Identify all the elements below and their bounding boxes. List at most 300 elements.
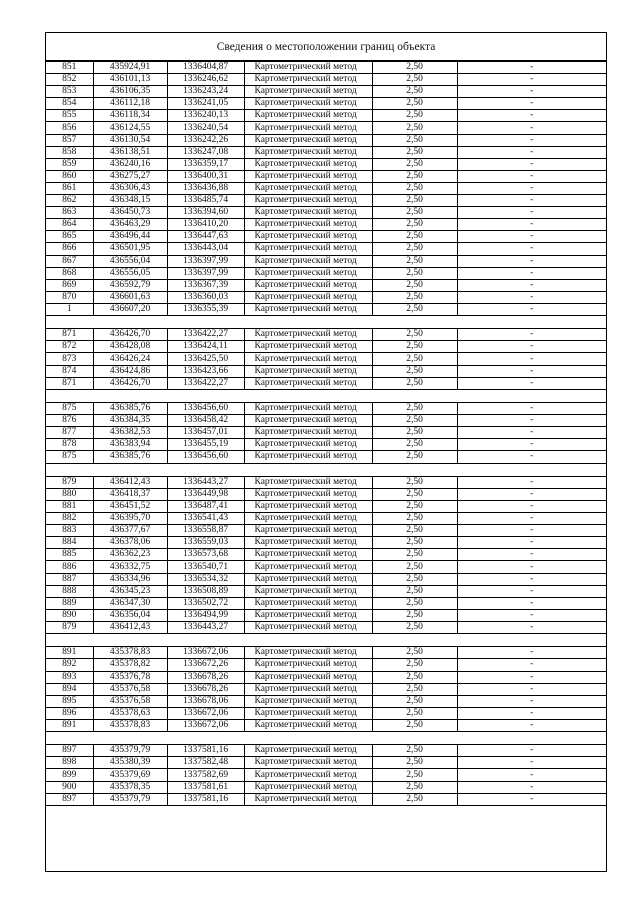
description-cell: - <box>457 110 606 122</box>
coord-y-cell: 1336502,72 <box>167 597 244 609</box>
coord-x-cell: 436385,76 <box>93 403 167 415</box>
accuracy-cell: 2,50 <box>372 585 457 597</box>
coord-x-cell: 436240,16 <box>93 158 167 170</box>
point-number-cell: 888 <box>46 585 93 597</box>
description-cell: - <box>457 158 606 170</box>
table-row <box>46 621 606 633</box>
method-cell: Картометрический метод <box>244 122 372 134</box>
point-number-cell: 894 <box>46 683 93 695</box>
table-row <box>46 243 606 255</box>
point-number-cell: 863 <box>46 207 93 219</box>
method-cell: Картометрический метод <box>244 573 372 585</box>
group-separator <box>46 389 606 402</box>
table-row <box>46 182 606 194</box>
accuracy-cell: 2,50 <box>372 231 457 243</box>
coord-y-cell: 1336672,06 <box>167 647 244 659</box>
description-cell: - <box>457 525 606 537</box>
accuracy-cell: 2,50 <box>372 476 457 488</box>
table-row <box>46 671 606 683</box>
accuracy-cell: 2,50 <box>372 182 457 194</box>
method-cell: Картометрический метод <box>244 707 372 719</box>
point-number-cell: 875 <box>46 451 93 463</box>
coord-x-cell: 436382,53 <box>93 427 167 439</box>
description-cell: - <box>457 513 606 525</box>
coord-x-cell: 436347,30 <box>93 597 167 609</box>
table-row <box>46 488 606 500</box>
table-row <box>46 170 606 182</box>
table-row <box>46 62 606 74</box>
coord-x-cell: 436601,63 <box>93 291 167 303</box>
table-row <box>46 793 606 805</box>
coord-y-cell: 1336458,42 <box>167 415 244 427</box>
method-cell: Картометрический метод <box>244 134 372 146</box>
point-number-cell: 878 <box>46 439 93 451</box>
point-number-cell: 862 <box>46 195 93 207</box>
accuracy-cell: 2,50 <box>372 403 457 415</box>
coord-y-cell: 1336558,87 <box>167 525 244 537</box>
accuracy-cell: 2,50 <box>372 695 457 707</box>
point-number-cell: 891 <box>46 647 93 659</box>
coord-x-cell: 436118,34 <box>93 110 167 122</box>
coord-x-cell: 436426,70 <box>93 377 167 389</box>
method-cell: Картометрический метод <box>244 427 372 439</box>
method-cell: Картометрический метод <box>244 403 372 415</box>
table-row <box>46 122 606 134</box>
coord-y-cell: 1337581,61 <box>167 781 244 793</box>
accuracy-cell: 2,50 <box>372 683 457 695</box>
accuracy-cell: 2,50 <box>372 74 457 86</box>
coord-x-cell: 436556,04 <box>93 255 167 267</box>
accuracy-cell: 2,50 <box>372 609 457 621</box>
description-cell: - <box>457 62 606 74</box>
coord-x-cell: 435378,63 <box>93 707 167 719</box>
method-cell: Картометрический метод <box>244 597 372 609</box>
coord-x-cell: 436112,18 <box>93 98 167 110</box>
accuracy-cell: 2,50 <box>372 146 457 158</box>
accuracy-cell: 2,50 <box>372 769 457 781</box>
accuracy-cell: 2,50 <box>372 525 457 537</box>
point-number-cell: 892 <box>46 659 93 671</box>
coord-x-cell: 436378,06 <box>93 537 167 549</box>
coord-y-cell: 1336678,26 <box>167 683 244 695</box>
method-cell: Картометрический метод <box>244 647 372 659</box>
description-cell: - <box>457 170 606 182</box>
accuracy-cell: 2,50 <box>372 291 457 303</box>
description-cell: - <box>457 597 606 609</box>
coord-x-cell: 435378,83 <box>93 719 167 731</box>
table-row <box>46 585 606 597</box>
coord-x-cell: 436426,70 <box>93 329 167 341</box>
table-row <box>46 549 606 561</box>
group-separator <box>46 634 606 647</box>
method-cell: Картометрический метод <box>244 303 372 315</box>
group-separator <box>46 463 606 476</box>
coord-y-cell: 1336672,06 <box>167 719 244 731</box>
accuracy-cell: 2,50 <box>372 621 457 633</box>
table-row <box>46 561 606 573</box>
accuracy-cell: 2,50 <box>372 647 457 659</box>
accuracy-cell: 2,50 <box>372 415 457 427</box>
coord-x-cell: 436377,67 <box>93 525 167 537</box>
description-cell: - <box>457 98 606 110</box>
accuracy-cell: 2,50 <box>372 279 457 291</box>
accuracy-cell: 2,50 <box>372 134 457 146</box>
point-number-cell: 897 <box>46 745 93 757</box>
point-number-cell: 879 <box>46 476 93 488</box>
table-row <box>46 537 606 549</box>
coord-y-cell: 1336240,54 <box>167 122 244 134</box>
accuracy-cell: 2,50 <box>372 793 457 805</box>
coord-x-cell: 436101,13 <box>93 74 167 86</box>
coord-x-cell: 435924,91 <box>93 62 167 74</box>
description-cell: - <box>457 303 606 315</box>
coord-y-cell: 1336424,11 <box>167 341 244 353</box>
accuracy-cell: 2,50 <box>372 110 457 122</box>
description-cell: - <box>457 451 606 463</box>
point-number-cell: 855 <box>46 110 93 122</box>
method-cell: Картометрический метод <box>244 86 372 98</box>
coord-x-cell: 436424,86 <box>93 365 167 377</box>
point-number-cell: 857 <box>46 134 93 146</box>
coord-x-cell: 436412,43 <box>93 476 167 488</box>
point-number-cell: 866 <box>46 243 93 255</box>
boundary-points-table <box>46 61 606 806</box>
coord-x-cell: 435376,78 <box>93 671 167 683</box>
method-cell: Картометрический метод <box>244 769 372 781</box>
coord-x-cell: 436556,05 <box>93 267 167 279</box>
coord-y-cell: 1336400,31 <box>167 170 244 182</box>
table-row <box>46 231 606 243</box>
table-row <box>46 353 606 365</box>
method-cell: Картометрический метод <box>244 525 372 537</box>
method-cell: Картометрический метод <box>244 267 372 279</box>
table-row <box>46 609 606 621</box>
table-row <box>46 707 606 719</box>
method-cell: Картометрический метод <box>244 207 372 219</box>
point-number-cell: 895 <box>46 695 93 707</box>
description-cell: - <box>457 74 606 86</box>
table-row <box>46 525 606 537</box>
coord-x-cell: 435378,82 <box>93 659 167 671</box>
point-number-cell: 867 <box>46 255 93 267</box>
table-row <box>46 74 606 86</box>
point-number-cell: 868 <box>46 267 93 279</box>
description-cell: - <box>457 621 606 633</box>
coord-y-cell: 1336359,17 <box>167 158 244 170</box>
description-cell: - <box>457 291 606 303</box>
coord-y-cell: 1336242,26 <box>167 134 244 146</box>
description-cell: - <box>457 415 606 427</box>
description-cell: - <box>457 793 606 805</box>
accuracy-cell: 2,50 <box>372 549 457 561</box>
point-number-cell: 889 <box>46 597 93 609</box>
description-cell: - <box>457 377 606 389</box>
point-number-cell: 859 <box>46 158 93 170</box>
table-row <box>46 695 606 707</box>
separator-cell <box>46 731 606 744</box>
coord-y-cell: 1336443,04 <box>167 243 244 255</box>
method-cell: Картометрический метод <box>244 488 372 500</box>
description-cell: - <box>457 134 606 146</box>
coord-y-cell: 1336443,27 <box>167 476 244 488</box>
description-cell: - <box>457 549 606 561</box>
coord-y-cell: 1336240,13 <box>167 110 244 122</box>
accuracy-cell: 2,50 <box>372 170 457 182</box>
coord-x-cell: 436450,73 <box>93 207 167 219</box>
method-cell: Картометрический метод <box>244 195 372 207</box>
table-row <box>46 745 606 757</box>
coord-x-cell: 435379,79 <box>93 793 167 805</box>
accuracy-cell: 2,50 <box>372 329 457 341</box>
coord-x-cell: 436463,29 <box>93 219 167 231</box>
point-number-cell: 882 <box>46 513 93 525</box>
method-cell: Картометрический метод <box>244 341 372 353</box>
description-cell: - <box>457 659 606 671</box>
method-cell: Картометрический метод <box>244 170 372 182</box>
point-number-cell: 883 <box>46 525 93 537</box>
table-row <box>46 659 606 671</box>
accuracy-cell: 2,50 <box>372 122 457 134</box>
description-cell: - <box>457 500 606 512</box>
point-number-cell: 1 <box>46 303 93 315</box>
description-cell: - <box>457 707 606 719</box>
accuracy-cell: 2,50 <box>372 365 457 377</box>
coord-y-cell: 1336678,06 <box>167 695 244 707</box>
method-cell: Картометрический метод <box>244 585 372 597</box>
table-row <box>46 500 606 512</box>
description-cell: - <box>457 122 606 134</box>
coord-y-cell: 1336425,50 <box>167 353 244 365</box>
table-row <box>46 403 606 415</box>
coord-x-cell: 436306,43 <box>93 182 167 194</box>
description-cell: - <box>457 719 606 731</box>
point-number-cell: 856 <box>46 122 93 134</box>
description-cell: - <box>457 279 606 291</box>
document-sheet <box>45 32 607 872</box>
point-number-cell: 860 <box>46 170 93 182</box>
accuracy-cell: 2,50 <box>372 707 457 719</box>
method-cell: Картометрический метод <box>244 439 372 451</box>
description-cell: - <box>457 182 606 194</box>
accuracy-cell: 2,50 <box>372 219 457 231</box>
point-number-cell: 871 <box>46 377 93 389</box>
coord-y-cell: 1337582,48 <box>167 757 244 769</box>
coord-x-cell: 436383,94 <box>93 439 167 451</box>
method-cell: Картометрический метод <box>244 695 372 707</box>
table-row <box>46 769 606 781</box>
coord-y-cell: 1336508,89 <box>167 585 244 597</box>
table-row <box>46 781 606 793</box>
point-number-cell: 864 <box>46 219 93 231</box>
method-cell: Картометрический метод <box>244 62 372 74</box>
coord-y-cell: 1336404,87 <box>167 62 244 74</box>
method-cell: Картометрический метод <box>244 98 372 110</box>
accuracy-cell: 2,50 <box>372 500 457 512</box>
description-cell: - <box>457 146 606 158</box>
accuracy-cell: 2,50 <box>372 98 457 110</box>
description-cell: - <box>457 243 606 255</box>
coord-x-cell: 436106,35 <box>93 86 167 98</box>
coord-y-cell: 1336456,60 <box>167 403 244 415</box>
table-row <box>46 647 606 659</box>
coord-y-cell: 1336449,98 <box>167 488 244 500</box>
method-cell: Картометрический метод <box>244 793 372 805</box>
accuracy-cell: 2,50 <box>372 671 457 683</box>
accuracy-cell: 2,50 <box>372 757 457 769</box>
description-cell: - <box>457 745 606 757</box>
coord-x-cell: 436607,20 <box>93 303 167 315</box>
coord-y-cell: 1336422,27 <box>167 377 244 389</box>
method-cell: Картометрический метод <box>244 158 372 170</box>
accuracy-cell: 2,50 <box>372 158 457 170</box>
accuracy-cell: 2,50 <box>372 243 457 255</box>
method-cell: Картометрический метод <box>244 279 372 291</box>
coord-x-cell: 435379,79 <box>93 745 167 757</box>
table-row <box>46 377 606 389</box>
point-number-cell: 879 <box>46 621 93 633</box>
separator-cell <box>46 389 606 402</box>
coord-x-cell: 436428,08 <box>93 341 167 353</box>
coord-y-cell: 1336672,06 <box>167 707 244 719</box>
point-number-cell: 897 <box>46 793 93 805</box>
method-cell: Картометрический метод <box>244 683 372 695</box>
point-number-cell: 896 <box>46 707 93 719</box>
table-row <box>46 719 606 731</box>
point-number-cell: 893 <box>46 671 93 683</box>
description-cell: - <box>457 695 606 707</box>
description-cell: - <box>457 341 606 353</box>
coord-y-cell: 1336540,71 <box>167 561 244 573</box>
accuracy-cell: 2,50 <box>372 267 457 279</box>
accuracy-cell: 2,50 <box>372 488 457 500</box>
table-row <box>46 86 606 98</box>
method-cell: Картометрический метод <box>244 745 372 757</box>
method-cell: Картометрический метод <box>244 513 372 525</box>
accuracy-cell: 2,50 <box>372 377 457 389</box>
method-cell: Картометрический метод <box>244 243 372 255</box>
separator-cell <box>46 315 606 328</box>
point-number-cell: 872 <box>46 341 93 353</box>
accuracy-cell: 2,50 <box>372 427 457 439</box>
coord-y-cell: 1336541,43 <box>167 513 244 525</box>
point-number-cell: 885 <box>46 549 93 561</box>
coord-y-cell: 1336457,01 <box>167 427 244 439</box>
coord-x-cell: 436130,54 <box>93 134 167 146</box>
point-number-cell: 890 <box>46 609 93 621</box>
point-number-cell: 861 <box>46 182 93 194</box>
method-cell: Картометрический метод <box>244 719 372 731</box>
accuracy-cell: 2,50 <box>372 451 457 463</box>
point-number-cell: 873 <box>46 353 93 365</box>
table-row <box>46 341 606 353</box>
coord-y-cell: 1336367,39 <box>167 279 244 291</box>
coord-y-cell: 1336397,99 <box>167 255 244 267</box>
coord-y-cell: 1336494,99 <box>167 609 244 621</box>
coord-y-cell: 1336447,63 <box>167 231 244 243</box>
description-cell: - <box>457 683 606 695</box>
coord-y-cell: 1336355,39 <box>167 303 244 315</box>
point-number-cell: 851 <box>46 62 93 74</box>
description-cell: - <box>457 488 606 500</box>
method-cell: Картометрический метод <box>244 476 372 488</box>
coord-y-cell: 1336410,20 <box>167 219 244 231</box>
description-cell: - <box>457 769 606 781</box>
accuracy-cell: 2,50 <box>372 195 457 207</box>
coord-y-cell: 1337581,16 <box>167 745 244 757</box>
description-cell: - <box>457 231 606 243</box>
description-cell: - <box>457 439 606 451</box>
coord-y-cell: 1336534,32 <box>167 573 244 585</box>
method-cell: Картометрический метод <box>244 621 372 633</box>
description-cell: - <box>457 219 606 231</box>
coord-x-cell: 435380,39 <box>93 757 167 769</box>
method-cell: Картометрический метод <box>244 377 372 389</box>
description-cell: - <box>457 561 606 573</box>
method-cell: Картометрический метод <box>244 291 372 303</box>
coord-x-cell: 436334,96 <box>93 573 167 585</box>
point-number-cell: 875 <box>46 403 93 415</box>
table-row <box>46 110 606 122</box>
accuracy-cell: 2,50 <box>372 62 457 74</box>
accuracy-cell: 2,50 <box>372 255 457 267</box>
description-cell: - <box>457 86 606 98</box>
table-row <box>46 329 606 341</box>
description-cell: - <box>457 329 606 341</box>
point-number-cell: 891 <box>46 719 93 731</box>
description-cell: - <box>457 365 606 377</box>
accuracy-cell: 2,50 <box>372 659 457 671</box>
point-number-cell: 884 <box>46 537 93 549</box>
coord-y-cell: 1336485,74 <box>167 195 244 207</box>
coord-y-cell: 1336573,68 <box>167 549 244 561</box>
coord-x-cell: 436418,37 <box>93 488 167 500</box>
coord-y-cell: 1336394,60 <box>167 207 244 219</box>
method-cell: Картометрический метод <box>244 353 372 365</box>
coord-y-cell: 1337582,69 <box>167 769 244 781</box>
table-row <box>46 439 606 451</box>
point-number-cell: 852 <box>46 74 93 86</box>
coord-y-cell: 1336443,27 <box>167 621 244 633</box>
point-number-cell: 871 <box>46 329 93 341</box>
method-cell: Картометрический метод <box>244 219 372 231</box>
method-cell: Картометрический метод <box>244 231 372 243</box>
accuracy-cell: 2,50 <box>372 781 457 793</box>
method-cell: Картометрический метод <box>244 365 372 377</box>
accuracy-cell: 2,50 <box>372 573 457 585</box>
table-row <box>46 427 606 439</box>
method-cell: Картометрический метод <box>244 182 372 194</box>
document-title: Сведения о местоположении границ объекта <box>46 33 606 61</box>
table-row <box>46 195 606 207</box>
coord-x-cell: 436412,43 <box>93 621 167 633</box>
point-number-cell: 898 <box>46 757 93 769</box>
coord-x-cell: 435376,58 <box>93 695 167 707</box>
coord-y-cell: 1336455,19 <box>167 439 244 451</box>
description-cell: - <box>457 757 606 769</box>
method-cell: Картометрический метод <box>244 329 372 341</box>
accuracy-cell: 2,50 <box>372 439 457 451</box>
description-cell: - <box>457 195 606 207</box>
table-row <box>46 451 606 463</box>
point-number-cell: 869 <box>46 279 93 291</box>
accuracy-cell: 2,50 <box>372 745 457 757</box>
table-row <box>46 158 606 170</box>
description-cell: - <box>457 255 606 267</box>
coord-x-cell: 436451,52 <box>93 500 167 512</box>
description-cell: - <box>457 207 606 219</box>
description-cell: - <box>457 609 606 621</box>
description-cell: - <box>457 427 606 439</box>
